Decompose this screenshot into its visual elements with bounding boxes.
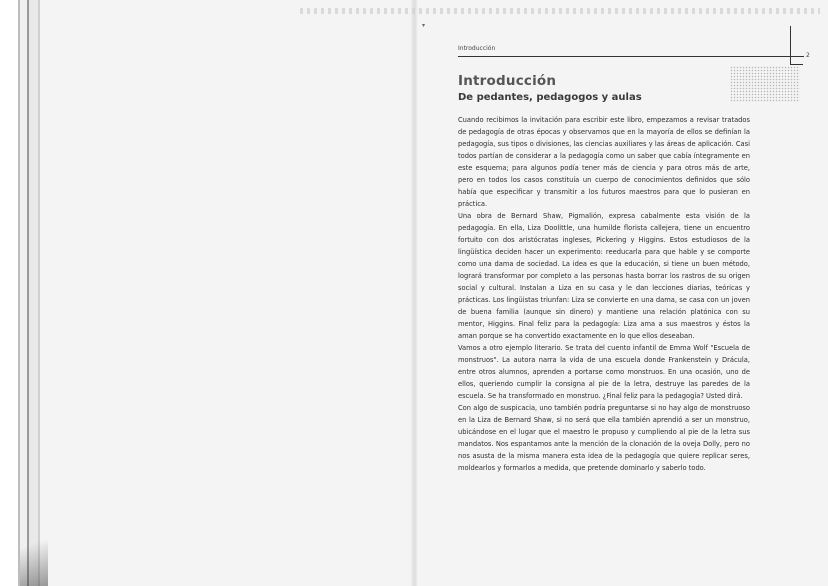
chapter-title: Introducción	[458, 73, 557, 89]
corner-frame	[790, 26, 803, 65]
page-mark: 2	[806, 52, 810, 59]
gutter-mark: ▾	[422, 22, 426, 29]
running-header: Introducción	[458, 45, 496, 52]
paragraph: Cuando recibimos la invitación para escribir este libro, empezamos a revisar tratados de pedagogía de otras épocas y observamos que en la mayoría de ellos se definían la pedagogía, sus tipos o divisiones, las ciencias auxiliares y las áreas de aplicación. Casi todos partían de considerar a la pedagogía como un saber que cabía íntegramente en este esquema; para algunos podía tener más de ciencia y para otros más de arte, pero en todos los casos constituía un cuerpo de conocimientos definidos que sólo había que especificar y transmitir a los futuros maestros para que lo pusieran en práctica.	[458, 116, 750, 208]
paragraph: Vamos a otro ejemplo literario. Se trata del cuento infantil de Emma Wolf "Escuela de monstruos". La autora narra la vida de una escuela donde Frankenstein y Drácula, entre otros alumnos, aprenden a portarse como monstruos. En una ocasión, uno de ellos, queriendo cumplir la consigna al pie de la letra, destruye las paredes de la escuela. Se ha transformado en monstruo. ¿Final feliz para la pedagogía? Usted dirá.	[458, 344, 750, 400]
chapter-subtitle: De pedantes, pedagogos y aulas	[458, 92, 642, 103]
paragraph: Una obra de Bernard Shaw, Pigmalión, expresa cabalmente esta visión de la pedagogía. En ella, Liza Doolittle, una humilde florista callejera, tiene un encuentro fortuito con dos aristócratas ingleses, Pickering y Higgins. Estos estudiosos de la lingüística deciden hacer un experimento: reeducarla para que hable y se comporte como una dama de sociedad. La idea es que la educación, si tiene un buen método, logrará transformar por completo a las personas hasta borrar los rastros de su origen social y cultural. Instalan a Liza en su casa y le dan lecciones diarias, teóricas y prácticas. Los lingüistas triunfan: Liza se convierte en una dama, se casa con un joven de buena familia (aunque sin dinero) y mantiene una relación platónica con su mentor, Higgins. Final feliz para la pedagogía: Liza ama a sus maestros y éstos la aman porque se ha convertido exactamente en lo que ellos deseaban.	[458, 212, 750, 340]
stipple-decoration	[730, 66, 800, 102]
scan-artifact-top	[300, 8, 820, 14]
left-page-edge	[0, 0, 48, 586]
body-text	[458, 114, 750, 474]
header-rule	[458, 56, 804, 57]
book-gutter	[410, 0, 418, 586]
paragraph: Con algo de suspicacia, uno también podría preguntarse si no hay algo de monstruoso en la Liza de Bernard Shaw, si no será que ella también aprendió a ser un monstruo, ubicándose en el lugar que el maestro le propuso y cumpliendo al pie de la letra sus mandatos. Nos espantamos ante la mención de la clonación de la oveja Dolly, pero no nos asusta de la misma manera esta idea de la pedagogía que quiere replicar seres, moldearlos y formarlos a medida, que pretende dominarlo y saberlo todo.	[458, 404, 750, 472]
